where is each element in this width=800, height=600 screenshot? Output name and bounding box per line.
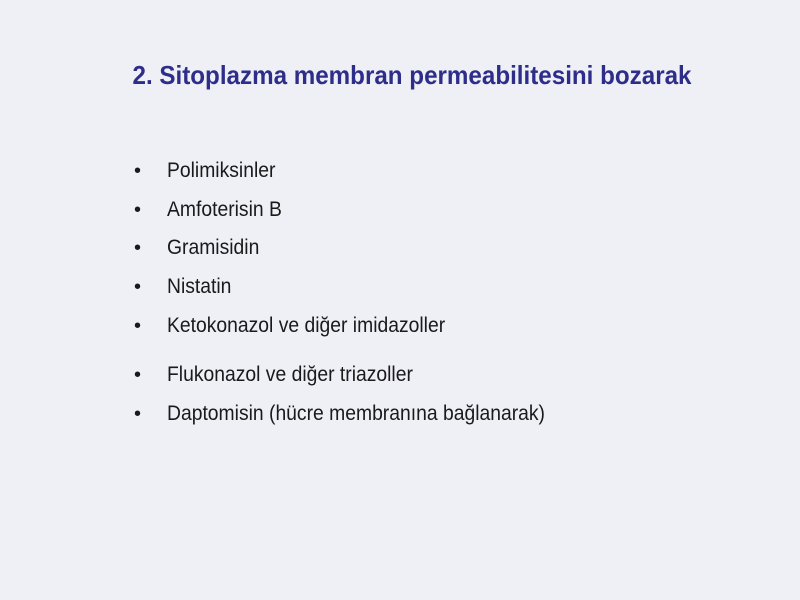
list-item-text: Polimiksinler — [167, 159, 276, 182]
bullet-icon: • — [134, 198, 142, 221]
bullet-icon: • — [134, 403, 142, 426]
list-item-text: Daptomisin (hücre membranına bağlanarak) — [167, 402, 546, 426]
list-item-text: Ketokonazol ve diğer imidazoller — [167, 313, 446, 337]
list-item-text: Gramisidin — [167, 236, 260, 260]
slide-title: 2. Sitoplazma membran permeabilitesini bozarak — [132, 60, 692, 90]
list-item-text: Nistatin — [167, 275, 232, 299]
bullet-icon: • — [134, 160, 142, 182]
bullet-icon: • — [134, 237, 142, 260]
list-item-text: Amfoterisin B — [167, 197, 282, 221]
bullet-icon: • — [134, 276, 142, 299]
bullet-icon: • — [134, 364, 142, 387]
list-item-text: Flukonazol ve diğer triazoller — [167, 363, 413, 387]
bullet-icon: • — [134, 314, 142, 337]
